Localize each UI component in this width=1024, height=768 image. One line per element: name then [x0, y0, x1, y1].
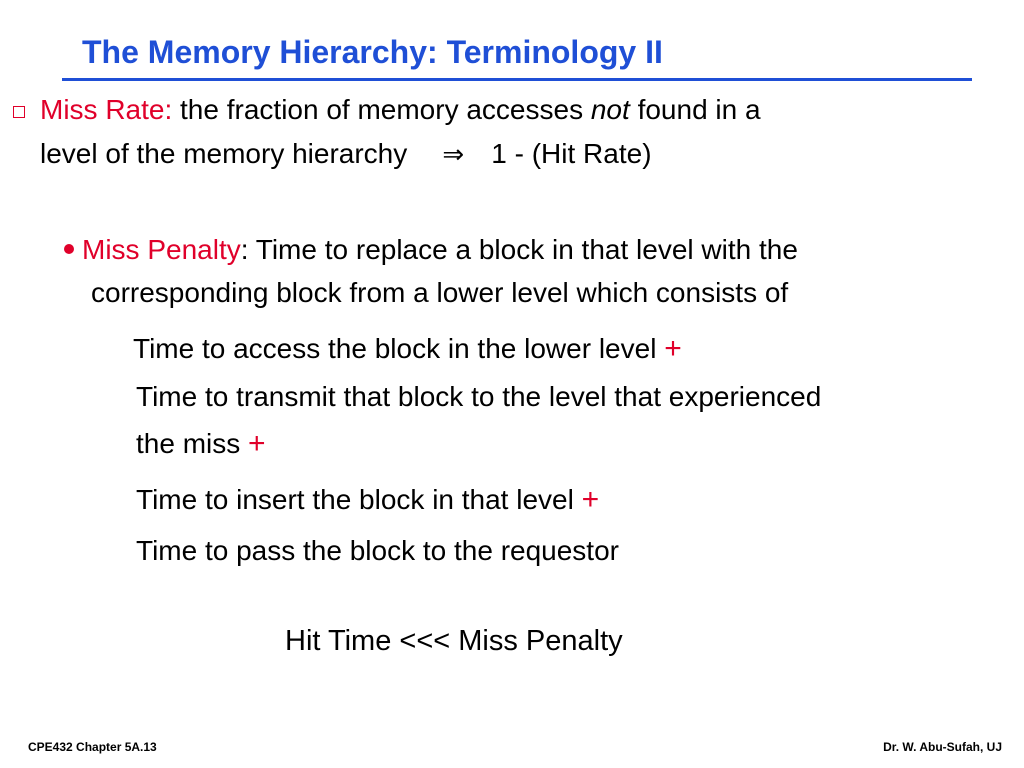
- component-pass-text: Time to pass the block to the requestor: [136, 535, 619, 566]
- plus-sign: +: [581, 483, 600, 516]
- miss-penalty-text: : Time to replace a block in that level with the: [240, 234, 798, 265]
- component-transmit-text: Time to transmit that block to the level that experienced: [136, 381, 822, 412]
- miss-rate-line2-text: level of the memory hierarchy: [40, 138, 408, 169]
- plus-sign: +: [248, 427, 266, 460]
- plus-sign: +: [664, 332, 682, 365]
- summary: [285, 624, 623, 658]
- slide-title-bar: [62, 30, 972, 81]
- footer-left: CPE432 Chapter 5A.13: [28, 740, 157, 754]
- component-access: [133, 332, 682, 366]
- miss-penalty-line-1: [64, 233, 798, 267]
- miss-penalty-line2-text: corresponding block from a lower level which consists of: [91, 277, 789, 308]
- component-insert-text: Time to insert the block in that level: [136, 484, 574, 515]
- miss-rate-formula: 1 - (Hit Rate): [491, 138, 652, 169]
- component-pass: [136, 534, 619, 568]
- miss-penalty-label: Miss Penalty: [82, 234, 241, 265]
- miss-rate-text: the fraction of memory accesses: [172, 94, 591, 125]
- component-transmit-text-2: the miss: [136, 428, 241, 459]
- component-access-text: Time to access the block in the lower level: [133, 333, 657, 364]
- miss-rate-line-1: [40, 93, 761, 127]
- footer-right: Dr. W. Abu-Sufah, UJ: [883, 740, 1002, 754]
- miss-rate-text-end: found in a: [629, 94, 761, 125]
- miss-rate-label: Miss Rate:: [40, 94, 173, 125]
- summary-text: Hit Time <<< Miss Penalty: [285, 625, 623, 657]
- miss-penalty-line-2: [91, 276, 788, 310]
- implies-arrow-icon: ⇒: [442, 140, 465, 170]
- miss-rate-emphasis: not: [590, 94, 630, 125]
- square-bullet-icon: [13, 106, 25, 118]
- miss-rate-line-2: [40, 137, 652, 172]
- component-insert: [136, 483, 599, 517]
- component-transmit-line-1: [136, 380, 821, 414]
- round-bullet-icon: [64, 244, 74, 254]
- slide-title: The Memory Hierarchy: Terminology II: [82, 34, 663, 70]
- component-transmit-line-2: [136, 427, 266, 461]
